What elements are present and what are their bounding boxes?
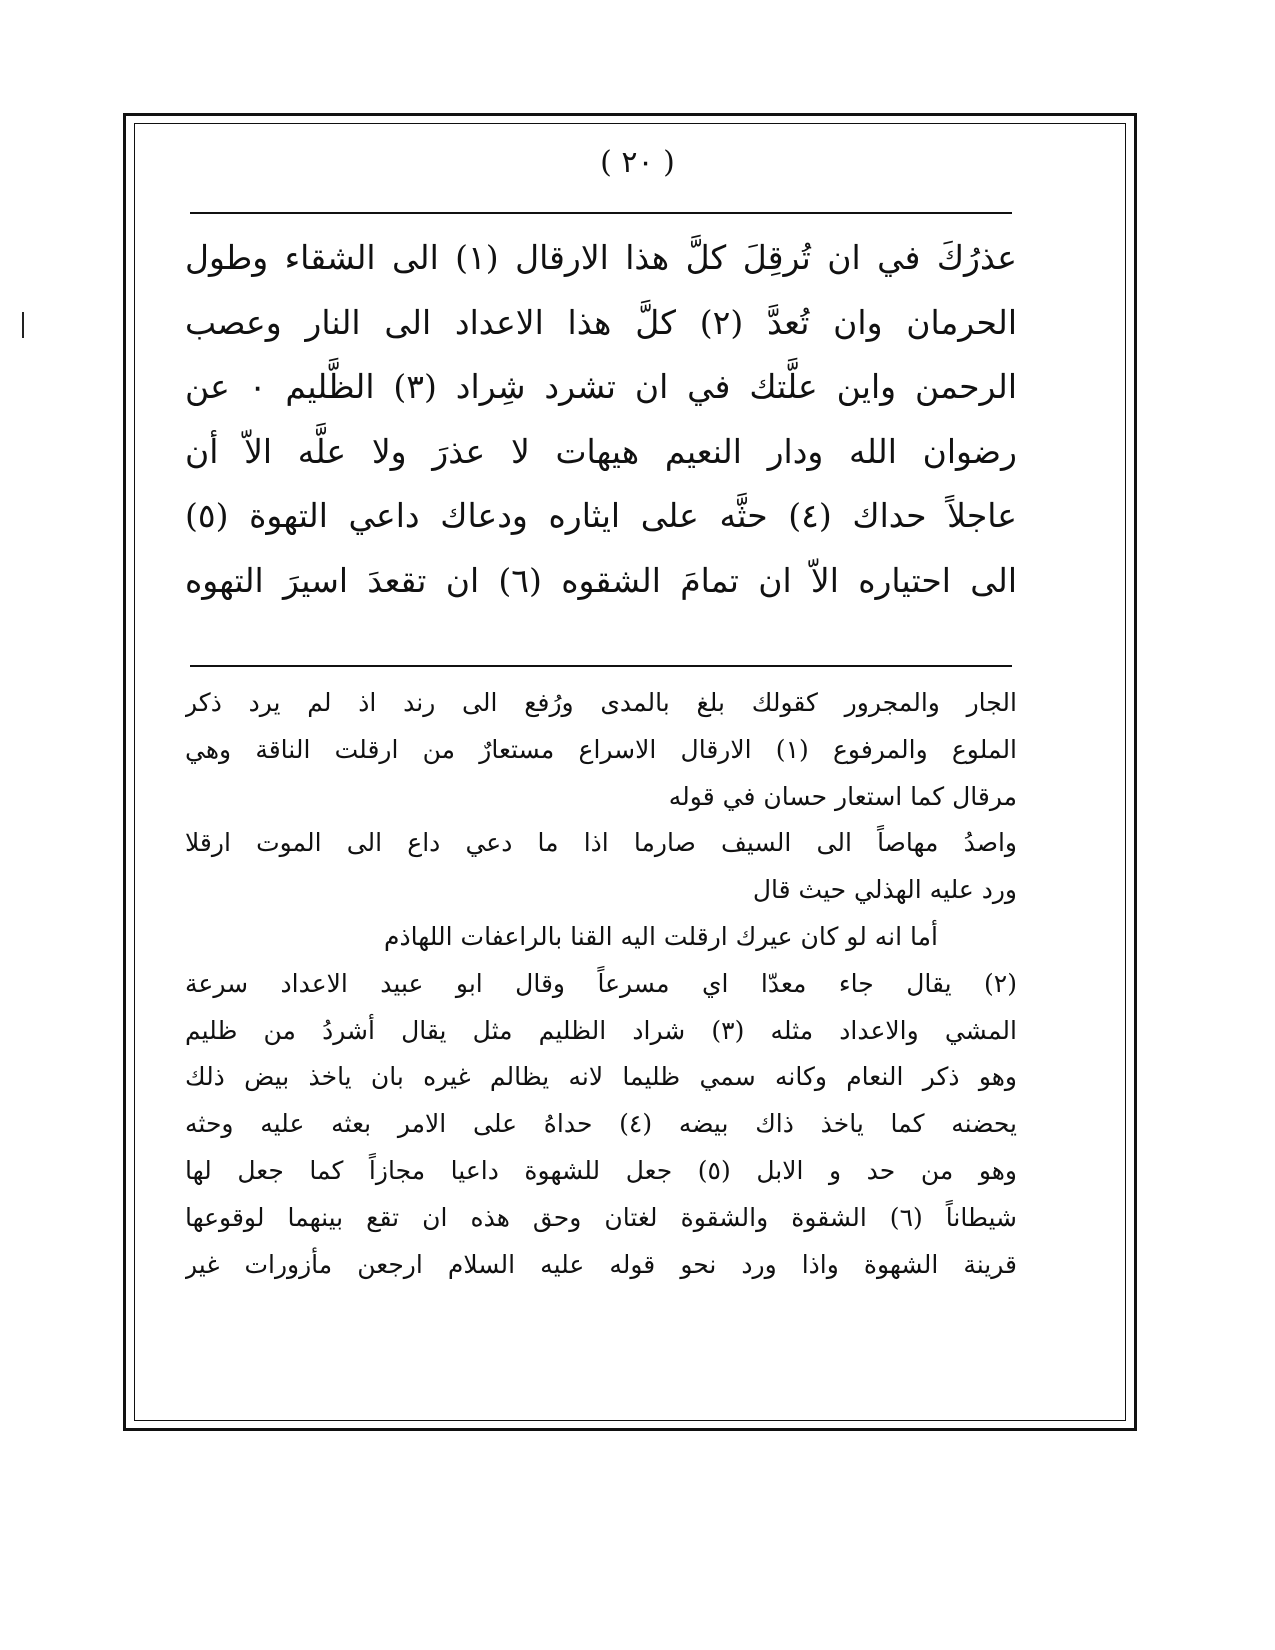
header-rule (190, 212, 1012, 214)
footnote-line: يحضنه كما ياخذ ذاك بيضه (٤) حداهُ على الامر بعثه عليه وحثه (185, 1109, 1017, 1139)
page-number: ( ٢٠ ) (600, 145, 675, 180)
footnote-verse-line: أما انه لو كان عيرك ارقلت اليه القنا بالراعفات اللهاذم (384, 921, 938, 951)
main-text-line: الحرمان وان تُعدَّ (٢) كلَّ هذا الاعداد الى النار وعصب (185, 302, 1017, 342)
main-text-line: الى احتياره الاّ ان تمامَ الشقوه (٦) ان تقعدَ اسيرَ التهوه (185, 560, 1017, 600)
main-text-line: رضوان الله ودار النعيم هيهات لا عذرَ ولا علَّه الاّ أن (185, 431, 1017, 471)
footnote-line: ورد عليه الهذلي حيث قال (752, 875, 1017, 905)
footnote-separator-rule (190, 665, 1012, 667)
footnote-line: شيطاناً (٦) الشقوة والشقوة لغتان وحق هذه ان تقع بينهما لوقوعها (185, 1202, 1017, 1232)
footnote-line: وهو من حد و الابل (٥) جعل للشهوة داعيا مجازاً كما جعل لها (185, 1155, 1017, 1185)
main-text (185, 226, 1017, 613)
main-text-line: عاجلاً حداك (٤) حثَّه على ايثاره ودعاك داعي التهوة (٥) (185, 496, 1017, 535)
footnote-line: المشي والاعداد مثله (٣) شراد الظليم مثل يقال أشردُ من ظليم (185, 1015, 1017, 1045)
footnote-line: الملوع والمرفوع (١) الارقال الاسراع مستعارٌ من ارقلت الناقة وهي (185, 734, 1017, 764)
footnote-line: قرينة الشهوة واذا ورد نحو قوله عليه السلام ارجعن مأزورات غير (185, 1249, 1017, 1279)
footnote-line: مرقال كما استعار حسان في قوله (668, 781, 1017, 811)
footnote-line: (٢) يقال جاء معدّا اي مسرعاً وقال ابو عبيد الاعداد سرعة (185, 968, 1017, 998)
main-text-line: الرحمن واين علَّتك في ان تشرد شِراد (٣) الظَّليم ٠ عن (185, 367, 1017, 406)
footnotes (185, 680, 1017, 1288)
footnote-verse-line: واصدُ مهاصاً الى السيف صارما اذا ما دعي داع الى الموت ارقلا (185, 828, 1017, 858)
footnote-line: الجار والمجرور كقولك بلغ بالمدى ورُفع الى رند اذ لم يرد ذكر (185, 688, 1017, 717)
footnote-line: وهو ذكر النعام وكانه سمي ظليما لانه يظالم غيره بان ياخذ بيض ذلك (185, 1062, 1017, 1092)
main-text-line: عذرُكَ في ان تُرقِلَ كلَّ هذا الارقال (١) الى الشقاء وطول (185, 238, 1017, 277)
scan-margin-mark (22, 312, 24, 338)
